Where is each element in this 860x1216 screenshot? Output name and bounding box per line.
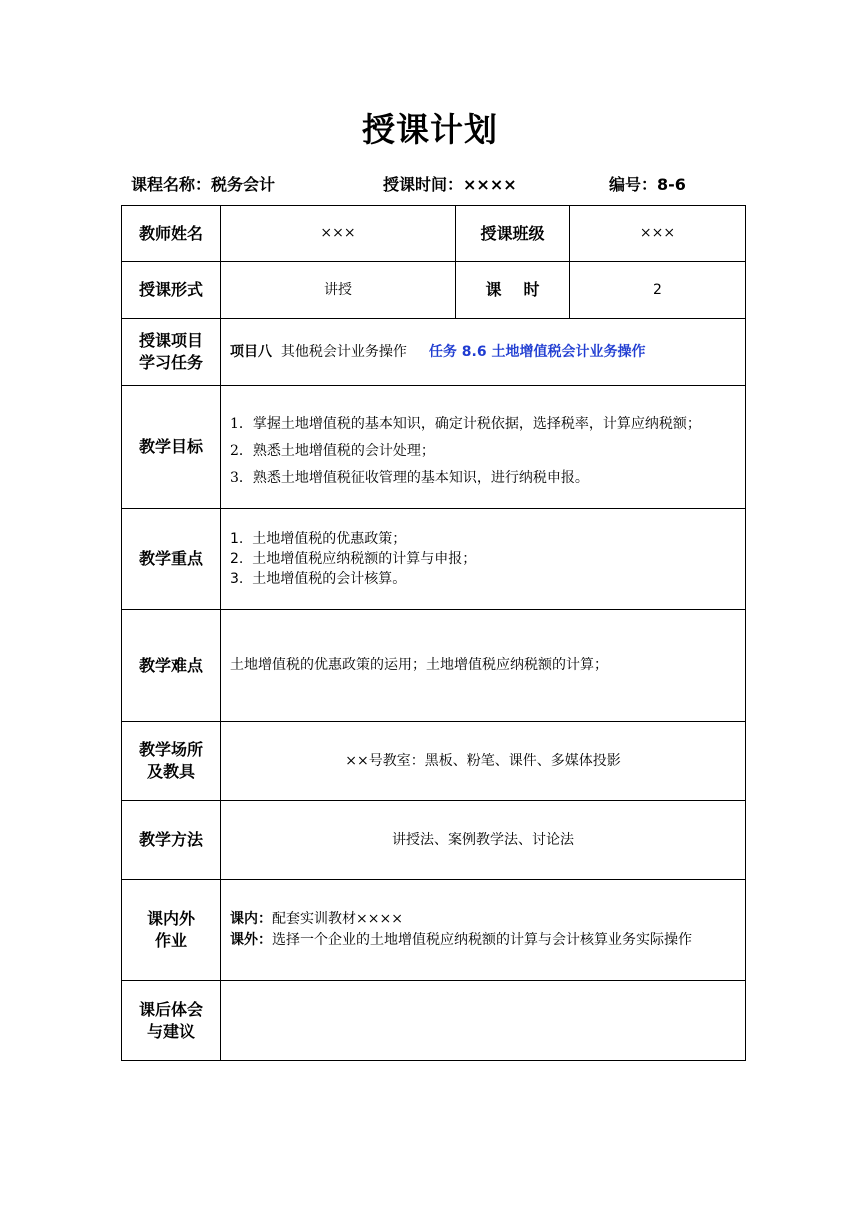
goals-label: 教学目标 — [122, 386, 221, 509]
difficulty-label: 教学难点 — [122, 610, 221, 722]
teacher-value: ××× — [221, 206, 456, 262]
hours-label-b: 时 — [523, 280, 540, 299]
focus-item — [230, 529, 741, 549]
lesson-time — [383, 172, 517, 195]
course-name-label: 课程名称： — [131, 175, 212, 194]
table-row — [122, 262, 746, 319]
focus-num: 3. — [230, 571, 244, 587]
method-label: 教学方法 — [122, 801, 221, 880]
teacher-label: 教师姓名 — [122, 206, 221, 262]
class-value: ××× — [570, 206, 746, 262]
homework-out — [230, 930, 741, 951]
table-row — [122, 610, 746, 722]
homework-in-label: 课内： — [230, 911, 272, 927]
form-value: 讲授 — [221, 262, 456, 319]
table-row — [122, 880, 746, 981]
project-label-line1: 授课项目 — [138, 331, 203, 350]
project-name: 其他税会计业务操作 — [280, 343, 407, 360]
lesson-plan-table — [121, 205, 746, 1061]
hours-label — [456, 262, 570, 319]
homework-out-label: 课外： — [230, 932, 272, 948]
project-value — [221, 319, 746, 386]
venue-label-line1: 教学场所 — [138, 740, 203, 759]
focus-num: 1. — [230, 531, 244, 547]
lesson-time-label: 授课时间： — [383, 175, 464, 194]
table-row — [122, 801, 746, 880]
homework-out-value: 选择一个企业的土地增值税应纳税额的计算与会计核算业务实际操作 — [272, 932, 692, 948]
project-label — [122, 319, 221, 386]
focus-value — [221, 509, 746, 610]
homework-label-line2: 作业 — [154, 931, 187, 950]
homework-value — [221, 880, 746, 981]
form-label: 授课形式 — [122, 262, 221, 319]
project-label-line2: 学习任务 — [138, 353, 203, 372]
venue-label — [122, 722, 221, 801]
table-row — [122, 981, 746, 1061]
focus-label: 教学重点 — [122, 509, 221, 610]
focus-text: 土地增值税的会计核算。 — [252, 571, 407, 587]
goals-value — [221, 386, 746, 509]
homework-label — [122, 880, 221, 981]
reflection-value — [221, 981, 746, 1061]
page-title: 授课计划 — [362, 110, 498, 149]
course-name — [131, 172, 275, 195]
table-row — [122, 319, 746, 386]
homework-label-line1: 课内外 — [146, 909, 195, 928]
venue-label-line2: 及教具 — [146, 762, 195, 781]
homework-in-value: 配套实训教材×××× — [272, 911, 403, 927]
goal-item: 3．熟悉土地增值税征收管理的基本知识，进行纳税申报。 — [230, 470, 589, 486]
task-text: 任务 8.6 土地增值税会计业务操作 — [428, 343, 646, 360]
table-row — [122, 722, 746, 801]
focus-text: 土地增值税应纳税额的计算与申报； — [252, 551, 477, 567]
homework-in — [230, 909, 741, 930]
course-name-value: 税务会计 — [211, 175, 276, 194]
difficulty-value: 土地增值税的优惠政策的运用；土地增值税应纳税额的计算； — [221, 610, 746, 722]
hours-value: 2 — [570, 262, 746, 319]
class-label: 授课班级 — [456, 206, 570, 262]
serial-number-value: 8-6 — [657, 175, 686, 194]
reflection-label-line1: 课后体会 — [138, 999, 203, 1019]
project-prefix: 项目八 — [230, 343, 272, 360]
table-row — [122, 386, 746, 509]
focus-text: 土地增值税的优惠政策； — [252, 531, 407, 547]
focus-item — [230, 549, 741, 569]
table-row — [122, 509, 746, 610]
focus-num: 2. — [230, 551, 244, 567]
method-value: 讲授法、案例教学法、讨论法 — [221, 801, 746, 880]
hours-label-a: 课 — [485, 280, 502, 299]
goal-item: 2．熟悉土地增值税的会计处理； — [230, 443, 435, 459]
table-row — [122, 206, 746, 262]
serial-number-label: 编号： — [609, 175, 658, 194]
focus-item — [230, 569, 741, 589]
lesson-time-value: ×××× — [463, 175, 517, 194]
reflection-label-line2: 与建议 — [146, 1021, 195, 1041]
serial-number — [609, 172, 686, 195]
goal-item: 1．掌握土地增值税的基本知识，确定计税依据，选择税率，计算应纳税额； — [230, 416, 701, 432]
venue-value: ××号教室：黑板、粉笔、课件、多媒体投影 — [221, 722, 746, 801]
reflection-label — [122, 981, 221, 1061]
